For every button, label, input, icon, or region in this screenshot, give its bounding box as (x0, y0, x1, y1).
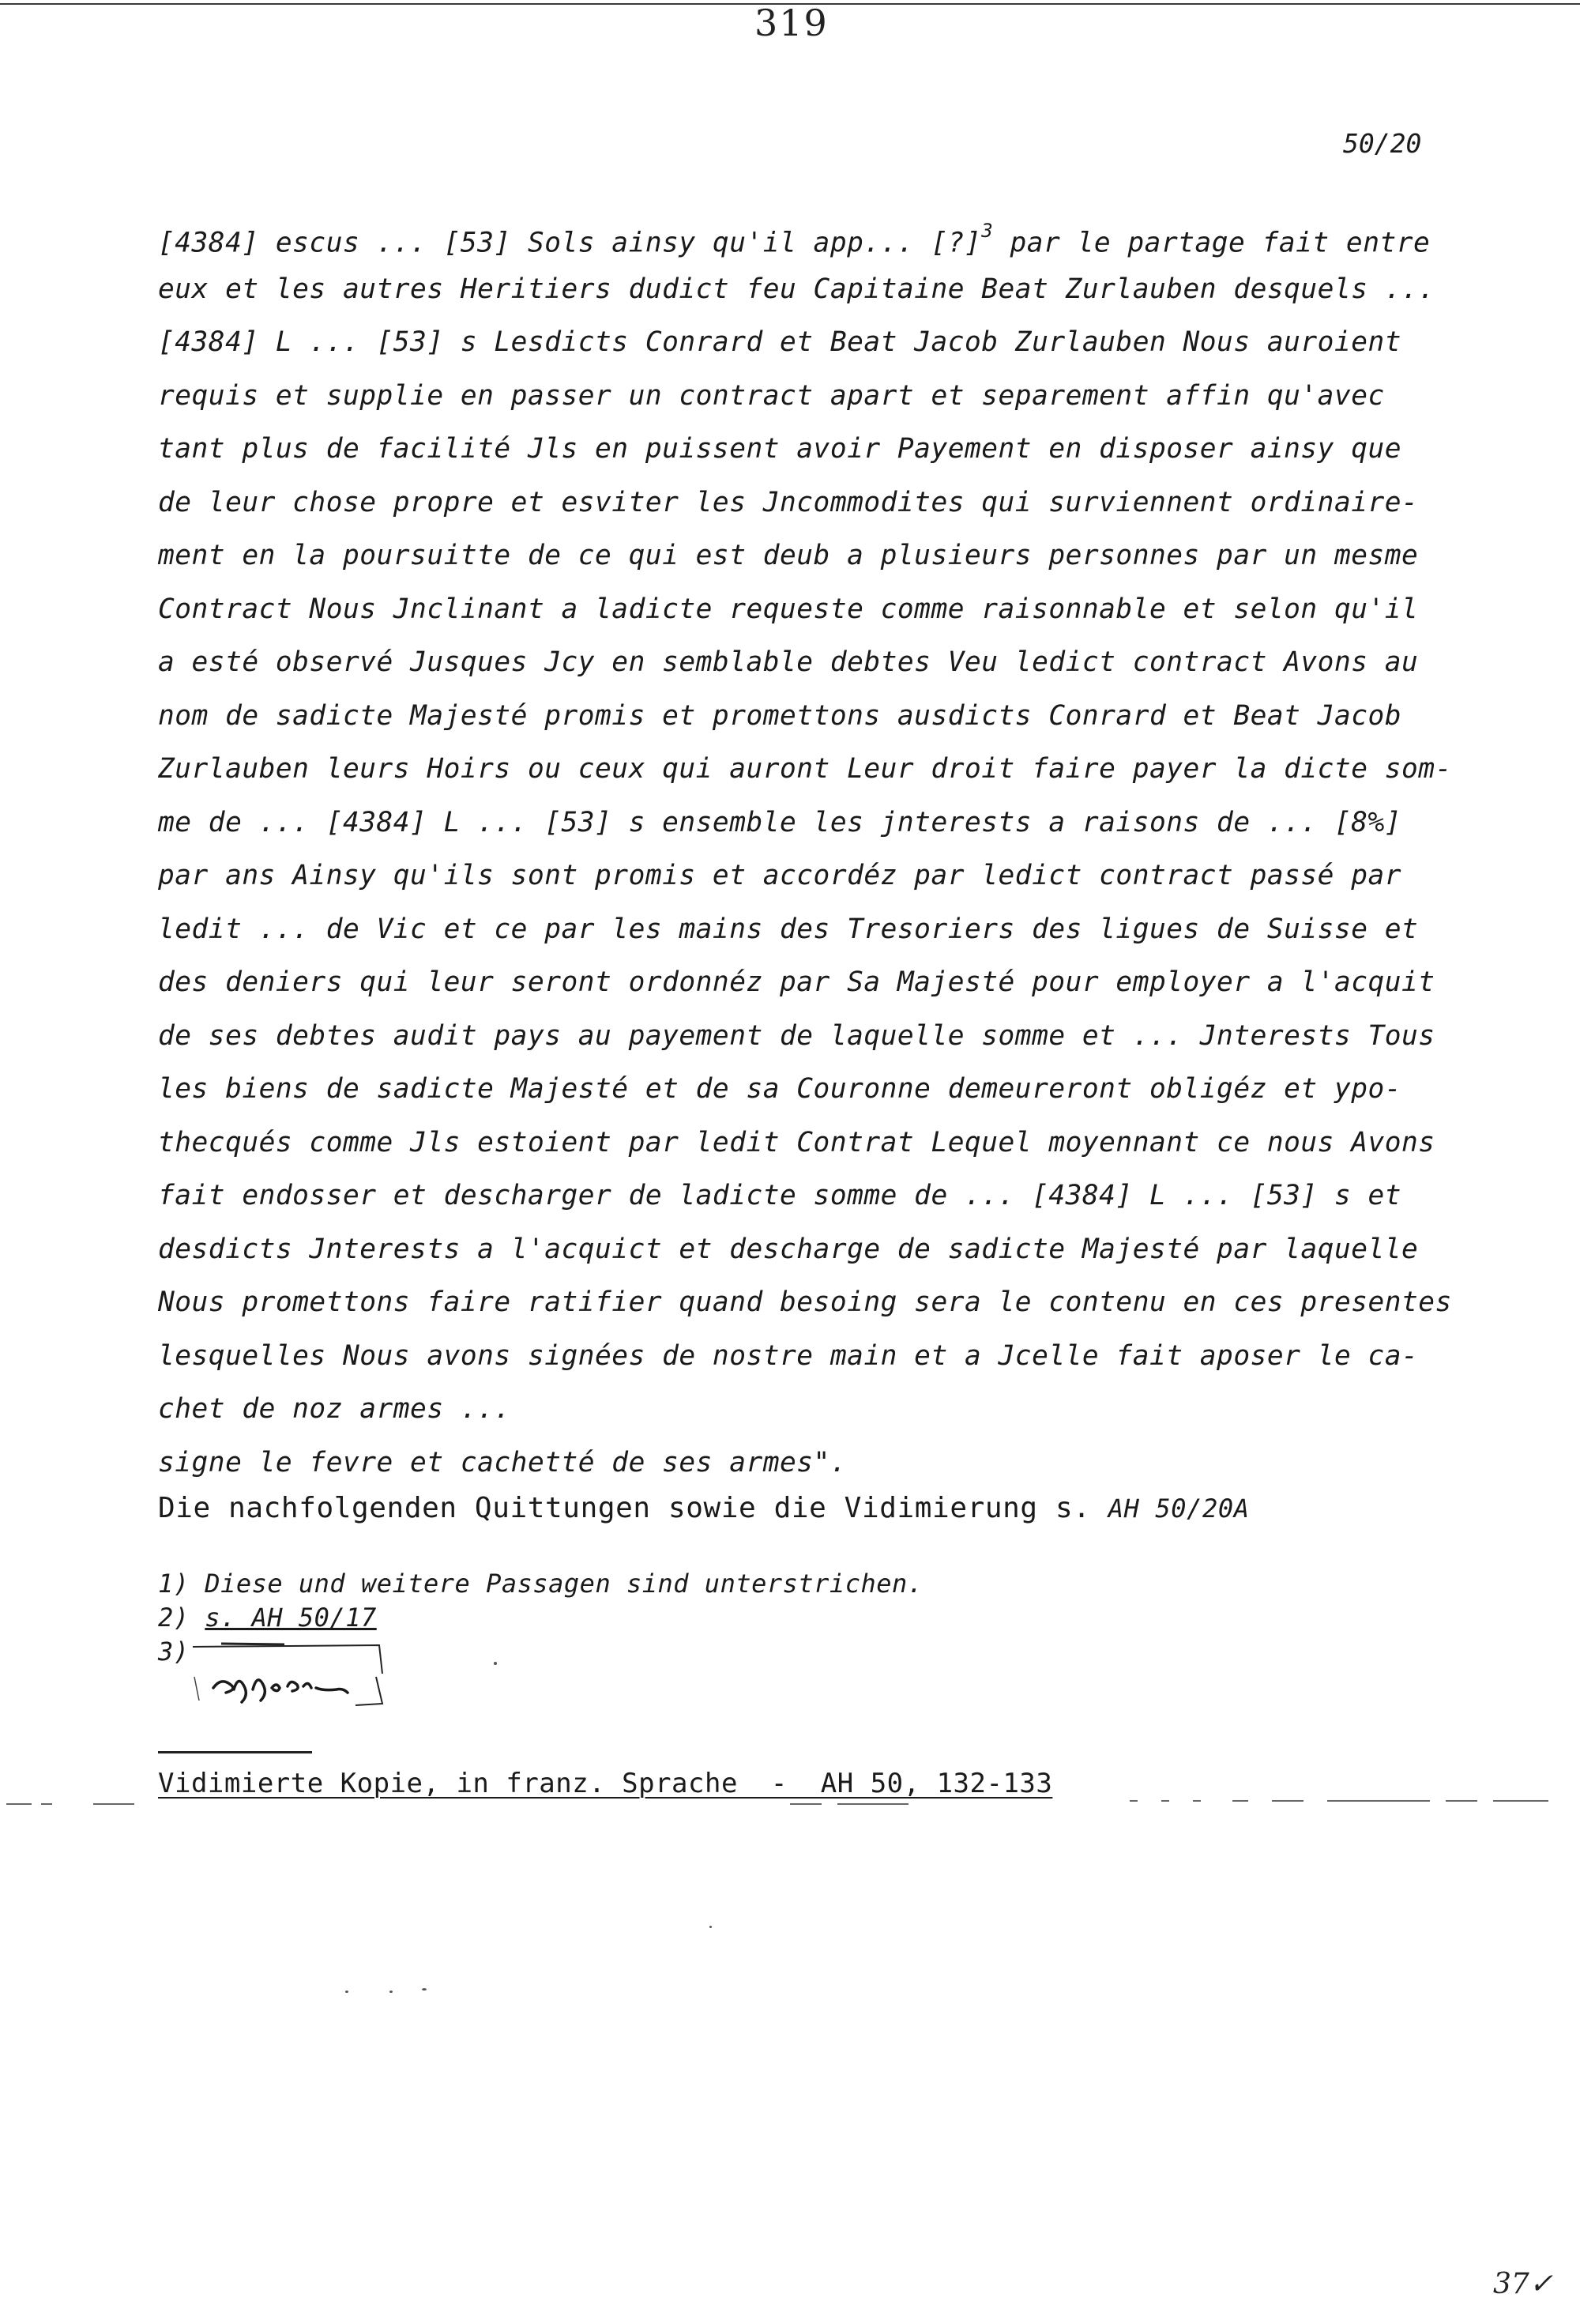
scan-speck (422, 1988, 427, 1991)
transcription-line: par ans Ainsy qu'ils sont promis et accordéz par ledict contract passé par (158, 860, 1402, 891)
transcription-line: les biens de sadicte Majesté et de sa Couronne demeureront obligéz et ypo- (158, 1073, 1402, 1105)
transcription-line: chet de noz armes ... (158, 1393, 511, 1425)
transcription-line: de ses debtes audit pays au payement de laquelle somme et ... Jnterests Tous (158, 1019, 1435, 1052)
followup-note: Die nachfolgenden Quittungen sowie die Vidimierung s. AH 50/20A (158, 1492, 1250, 1524)
transcription-line: me de ... [4384] L ... [53] s ensemble les jnterests a raisons de ... [8%] (158, 806, 1402, 838)
handwritten-folio-number: 37✓ (1493, 2268, 1553, 2300)
transcription-line: thecqués comme Jls estoient par ledit Contrat Lequel moyennant ce nous Avons (158, 1126, 1435, 1158)
separator-rule (158, 1751, 312, 1753)
footnote-2-reference: s. AH 50/17 (205, 1603, 377, 1633)
transcription-line: desdicts Jnterests a l'acquict et descharge de sadicte Majesté par laquelle (158, 1233, 1419, 1265)
transcription-line: fait endosser et descharger de ladicte somme de ... [4384] L ... [53] s et (158, 1180, 1402, 1211)
transcription-line: Contract Nous Jnclinant a ladicte requeste comme raisonnable et selon qu'il (158, 593, 1419, 625)
followup-reference: AH 50/20A (1108, 1493, 1250, 1524)
transcription-line: Zurlauben leurs Hoirs ou ceux qui auront Leur droit faire payer la dicte som- (158, 753, 1452, 785)
pasted-script-fragment (190, 1642, 390, 1710)
transcription-line: lesquelles Nous avons signées de nostre main et a Jcelle fait aposer le ca- (158, 1339, 1419, 1372)
page-number: 50/20 (1343, 128, 1422, 159)
scan-speck (345, 1991, 348, 1993)
transcription-line: tant plus de facilité Jls en puissent avoir Payement en disposer ainsy que (158, 433, 1402, 465)
footnote-2: 2) s. AH 50/17 (158, 1603, 377, 1633)
transcription-line: de leur chose propre et esviter les Jncommodites qui surviennent ordinaire- (158, 486, 1419, 518)
transcription-line: a esté observé Jusques Jcy en semblable debtes Veu ledict contract Avons au (158, 646, 1419, 678)
transcription-line: signe le fevre et cachetté de ses armes". (158, 1446, 848, 1478)
footnote-3: 3) (158, 1637, 190, 1667)
transcription-line: des deniers qui leur seront ordonnéz par Sa Majesté pour employer a l'acquit (158, 966, 1435, 998)
transcription-body (158, 209, 1454, 1490)
source-citation: Vidimierte Kopie, in franz. Sprache - AH 50, 132-133 (158, 1768, 1053, 1799)
scan-speck (389, 1991, 393, 1993)
scan-speck (494, 1662, 497, 1665)
transcription-line: eux et les autres Heritiers dudict feu Capitaine Beat Zurlauben desquels ... (158, 273, 1435, 305)
transcription-line: Nous promettons faire ratifier quand besoing sera le contenu en ces presentes (158, 1286, 1452, 1318)
footnote-marker: 3 (981, 220, 994, 242)
transcription-line: nom de sadicte Majesté promis et promettons ausdicts Conrard et Beat Jacob (158, 699, 1402, 732)
transcription-line: ledit ... de Vic et ce par les mains des Tresoriers des ligues de Suisse et (158, 913, 1419, 945)
scan-noise-dashes (0, 1790, 1580, 1806)
archive-stamp-number: 319 (754, 2, 829, 44)
transcription-line: [4384] escus ... [53] Sols ainsy qu'il app... [?]$^3$ par le partage fait entre (158, 220, 1431, 259)
transcription-line: requis et supplie en passer un contract apart et separement affin qu'avec (158, 379, 1385, 412)
transcription-line: [4384] L ... [53] s Lesdicts Conrard et Beat Jacob Zurlauben Nous auroient (158, 326, 1402, 358)
footnote-1: 1) Diese und weitere Passagen sind unterstrichen. (158, 1569, 924, 1599)
transcription-line: ment en la poursuitte de ce qui est deub a plusieurs personnes par un mesme (158, 540, 1419, 571)
scan-speck (709, 1926, 712, 1928)
